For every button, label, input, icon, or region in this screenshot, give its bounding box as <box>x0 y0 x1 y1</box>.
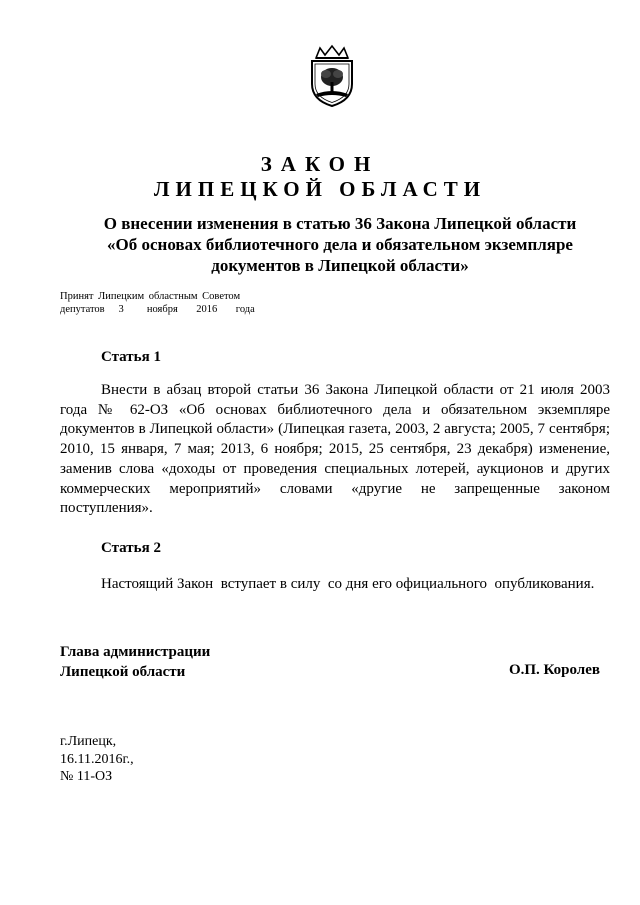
footer-date: 16.11.2016г., <box>60 751 134 767</box>
signatory-position <box>60 642 210 682</box>
law-subject-line: «Об основах библиотечного дела и обязательном экземпляре <box>107 235 573 254</box>
article-1-text: Внести в абзац второй статьи 36 Закона Липецкой области от 21 июля 2003 года № 62-ОЗ «Об основах библиотечного дела и обязательном экземпляре документов в Липецкой области» (Липецкая газета, 2003, 2 августа; 2005, 7 сентября; 2010, 15 января, 7 мая; 2013, 6 ноября; 2015, 25 сентября, 23 декабря) изменение, заменив слова «доходы от проведения специальных лотерей, аукционов и других коммерческих мероприятий» словами «другие не запрещенные законом поступления». <box>60 382 610 517</box>
law-subject-line: О внесении изменения в статью 36 Закона Липецкой области <box>103 214 577 233</box>
article-1-heading: Статья 1 <box>101 349 161 365</box>
footer-city: г.Липецк, <box>60 734 117 749</box>
law-subject-line: документов в Липецкой области» <box>211 256 469 275</box>
document-footer <box>60 733 134 786</box>
adoption-note-line: Принят Липецким областным Советом <box>60 291 241 302</box>
signatory-position-line: Липецкой области <box>60 664 186 680</box>
article-2-heading: Статья 2 <box>101 540 161 556</box>
region-title: ЛИПЕЦКОЙ ОБЛАСТИ <box>153 177 487 201</box>
article-2-text: Настоящий Закон вступает в силу со дня его официального опубликования. <box>101 576 595 592</box>
law-subject <box>60 213 620 276</box>
adoption-note-line: депутатов 3 ноября 2016 года <box>60 304 255 315</box>
coat-of-arms-icon <box>306 44 358 108</box>
adoption-note <box>60 290 255 316</box>
signatory-name: О.П. Королев <box>508 662 600 678</box>
document-type-title: ЗАКОН <box>260 152 380 176</box>
footer-number: № 11-ОЗ <box>60 769 113 784</box>
signatory-position-line: Глава администрации <box>60 644 211 660</box>
